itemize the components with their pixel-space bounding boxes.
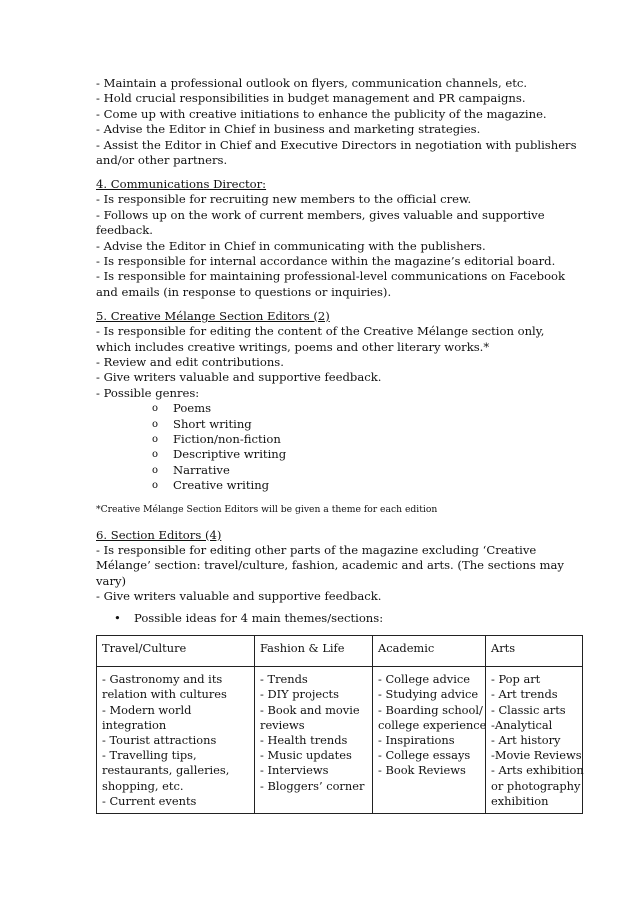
section-heading: 6. Section Editors (4) [96, 527, 222, 542]
section-line: - Is responsible for editing the content of the Creative Mélange section only, [96, 324, 545, 339]
table-cell-fashion-life [255, 667, 373, 814]
circle-bullet-icon: o [152, 449, 159, 461]
cell-line: - Pop art [491, 672, 541, 687]
intro-line: - Maintain a professional outlook on flyers, communication channels, etc. [96, 76, 528, 90]
cell-line: - College essays [378, 748, 471, 763]
section-line: - Follows up on the work of current members, gives valuable and supportive [96, 207, 545, 222]
table-header-cell: Arts [486, 636, 583, 667]
list-item [114, 611, 556, 626]
genre-list [152, 401, 556, 493]
cell-line: - Book and movie [260, 702, 360, 717]
section-line: - Is responsible for internal accordance within the magazine’s editorial board. [96, 253, 556, 268]
section-line: feedback. [96, 223, 153, 238]
cell-line: - Health trends [260, 733, 348, 748]
table-cell-travel-culture [97, 667, 255, 814]
table-cell-arts [486, 667, 583, 814]
genre-label: Narrative [173, 462, 230, 477]
cell-line: restaurants, galleries, [102, 763, 230, 778]
bullet-icon: • [114, 610, 121, 625]
cell-line: - Inspirations [378, 733, 455, 748]
cell-line: shopping, etc. [102, 778, 184, 793]
cell-line: - Modern world [102, 702, 192, 717]
genre-label: Short writing [173, 416, 252, 431]
cell-line: - Arts exhibition [491, 763, 584, 778]
cell-line: - College advice [378, 672, 471, 687]
section-line: which includes creative writings, poems and other literary works.* [96, 339, 490, 354]
cell-line: - Studying advice [378, 687, 479, 702]
cell-line: -Movie Reviews [491, 748, 582, 763]
cell-line: - Classic arts [491, 702, 566, 717]
cell-line: - Bloggers’ corner [260, 778, 365, 793]
table-header-cell: Travel/Culture [97, 636, 255, 667]
cell-line: - Current events [102, 793, 197, 808]
cell-line: - Boarding school/ [378, 702, 483, 717]
cell-line: -Analytical [491, 717, 553, 732]
table-header-cell: Fashion & Life [255, 636, 373, 667]
intro-line: - Come up with creative initiations to enhance the publicity of the magazine. [96, 106, 547, 121]
intro-line: and/or other partners. [96, 153, 228, 168]
document-page [96, 76, 577, 626]
cell-line: relation with cultures [102, 687, 227, 702]
table-header-row [97, 636, 583, 667]
cell-line: - Art trends [491, 687, 558, 702]
cell-line: - Tourist attractions [102, 733, 217, 748]
intro-line: - Advise the Editor in Chief in business and marketing strategies. [96, 122, 481, 137]
section-line: - Give writers valuable and supportive feedback. [96, 370, 382, 385]
cell-line: exhibition [491, 793, 549, 808]
section-line: - Is responsible for editing other parts of the magazine excluding ‘Creative [96, 542, 537, 557]
cell-line: college experience [378, 717, 487, 732]
intro-line: - Hold crucial responsibilities in budget management and PR campaigns. [96, 91, 526, 106]
cell-line: - Music updates [260, 748, 352, 763]
section-line: vary) [96, 573, 127, 588]
list-item [152, 401, 556, 416]
circle-bullet-icon: o [152, 418, 159, 430]
cell-line: - Gastronomy and its [102, 672, 223, 687]
themes-table [96, 635, 583, 814]
circle-bullet-icon: o [152, 433, 159, 445]
list-item [152, 478, 556, 493]
cell-line: - Book Reviews [378, 763, 466, 778]
circle-bullet-icon: o [152, 464, 159, 476]
list-item [152, 463, 556, 478]
section-line: and emails (in response to questions or inquiries). [96, 284, 392, 299]
cell-line: - Travelling tips, [102, 748, 197, 763]
table-header-cell: Academic [373, 636, 486, 667]
intro-block [96, 76, 577, 168]
genre-label: Creative writing [173, 478, 270, 493]
section-line: - Is responsible for recruiting new members to the official crew. [96, 192, 472, 207]
circle-bullet-icon: o [152, 480, 159, 492]
list-item [152, 447, 556, 462]
cell-line: - Trends [260, 672, 308, 687]
section-line: Mélange’ section: travel/culture, fashion, academic and arts. (The sections may [96, 558, 564, 573]
section-line: - Is responsible for maintaining professional-level communications on Facebook [96, 269, 566, 284]
section-line: - Advise the Editor in Chief in communicating with the publishers. [96, 238, 486, 253]
section-communications-director [96, 176, 566, 300]
section-line: - Possible genres: [96, 385, 200, 400]
circle-bullet-icon: o [152, 403, 159, 415]
section-creative-melange [96, 309, 556, 516]
section-line: - Review and edit contributions. [96, 354, 284, 369]
cell-line: or photography [491, 778, 581, 793]
list-item [152, 417, 556, 432]
cell-line: reviews [260, 717, 305, 732]
section-heading: 4. Communications Director: [96, 176, 267, 191]
table-row [97, 667, 583, 814]
cell-line: - Art history [491, 733, 561, 748]
intro-line: - Assist the Editor in Chief and Executive Directors in negotiation with publishers [96, 137, 577, 152]
genre-label: Poems [173, 401, 212, 416]
section-section-editors [96, 527, 564, 626]
bullet-label: Possible ideas for 4 main themes/sections: [134, 610, 384, 625]
list-item [152, 432, 556, 447]
genre-label: Fiction/non-fiction [173, 431, 281, 446]
genre-label: Descriptive writing [173, 447, 287, 462]
section-heading: 5. Creative Mélange Section Editors (2) [96, 308, 330, 323]
cell-line: integration [102, 717, 167, 732]
table-cell-academic [373, 667, 486, 814]
cell-line: - DIY projects [260, 687, 339, 702]
cell-line: - Interviews [260, 763, 329, 778]
section-line: - Give writers valuable and supportive feedback. [96, 589, 382, 604]
footnote: *Creative Mélange Section Editors will be given a theme for each edition [96, 503, 438, 515]
